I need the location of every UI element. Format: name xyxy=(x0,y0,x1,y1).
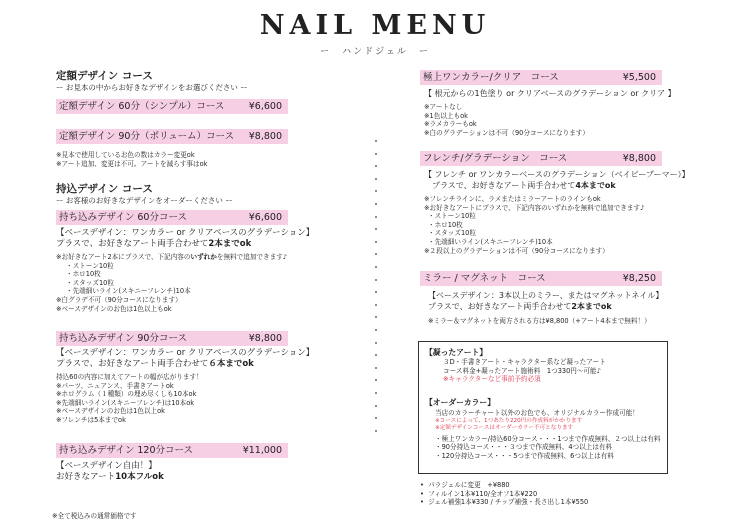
desc-line xyxy=(56,472,164,483)
art-title: 【凝ったアート】 xyxy=(425,348,488,357)
desc-text: プラスで、お好きなアート両手合わせて xyxy=(56,239,209,249)
divider-dot xyxy=(375,203,377,205)
course-price: ¥6,600 xyxy=(248,212,282,223)
desc-line: 【ベースデザイン：ワンカラー or クリアベースのグラデーション】 xyxy=(56,348,315,358)
fixed-notes xyxy=(56,151,207,168)
note-line: ※ベースデザインのお色は1色以上もok xyxy=(56,304,172,313)
desc-line xyxy=(56,239,314,250)
note-line: ・ホロ10枚 xyxy=(66,270,101,279)
one-color-notes xyxy=(424,103,589,137)
divider-dot xyxy=(375,279,377,281)
note-line: ・先端細いライン(スキニーフレンチ)10本 xyxy=(66,287,191,296)
divider-dot xyxy=(375,190,377,192)
note-line xyxy=(56,253,287,262)
divider-dot xyxy=(375,392,377,394)
note-text: を無料で追加できます♪ xyxy=(216,253,288,261)
desc-line: 【ベースデザイン自由！】 xyxy=(56,461,157,471)
note-line: ※アートなし xyxy=(424,103,463,111)
bring-60-desc xyxy=(56,228,314,250)
note-bold: いずれか xyxy=(190,253,217,261)
divider-dot xyxy=(375,241,377,243)
bring-120-desc xyxy=(56,461,164,483)
desc-bold: 2本までok xyxy=(208,239,252,249)
divider-dot xyxy=(375,153,377,155)
note-line: ※白のグラデーションは不可（90分コースになります） xyxy=(424,128,589,137)
divider-dot xyxy=(375,342,377,344)
note-line: ・ストーン10粒 xyxy=(428,212,476,221)
note-line: ※ラメカラーもok xyxy=(424,120,477,129)
desc-bold: ６本までok xyxy=(208,359,254,369)
course-price: ¥11,000 xyxy=(242,445,282,456)
course-label: 定額デザイン 60分（シンプル）コース xyxy=(59,101,225,112)
note-line: ※パーツ、ニュアンス、手書きアートok xyxy=(56,381,174,390)
note-line: ※白グラデ不可（90分コースになります） xyxy=(56,295,182,304)
note-line: ・先端細いライン(スキニーフレンチ)10本 xyxy=(428,237,553,246)
extra-text: パラジェルに変更 +¥880 xyxy=(428,481,510,489)
note-line: ※先端細いライン(スキニーフレンチ)は10本ok xyxy=(56,398,195,407)
order-item: ・極上ワンカラー/持込60分コース・・・1つまで作成無料、２つ以上は有料 xyxy=(435,434,661,443)
order-line: 当店のカラーチャート以外のお色でも、オリジナルカラー作成可能！ xyxy=(435,409,639,417)
bring-course-note: ー お客様のお好きなデザインをオーダーください ー xyxy=(56,196,233,205)
course-label: 持ち込みデザイン 60分コース xyxy=(59,212,187,223)
extra-text: フィルイン1本¥110/全オフ1本¥220 xyxy=(428,489,538,498)
art-lines xyxy=(443,358,606,384)
desc-line xyxy=(428,301,663,312)
order-warning: ※コースによって、1つあたり220円の作成料がかかります xyxy=(435,417,583,424)
desc-bold: 10本フルok xyxy=(115,472,164,482)
note-line: ※ホログラム（１種類）の埋め尽くしも10本ok xyxy=(56,390,197,399)
desc-bold: 2本までok xyxy=(571,302,612,311)
desc-text: お好きなアート xyxy=(56,472,116,482)
course-label: 持ち込みデザイン 90分コース xyxy=(59,333,187,344)
note-line: ※アート追加、変更は不可。アートを減らす事はok xyxy=(56,159,208,168)
note-line: ※ベースデザインのお色は1色以上ok xyxy=(56,407,165,416)
divider-dot xyxy=(375,216,377,218)
course-label: フレンチ/グラデーション コース xyxy=(423,153,568,164)
divider-dot xyxy=(375,316,377,318)
course-label: 極上ワンカラー/クリア コース xyxy=(423,72,559,83)
bring-course-heading: 持込デザイン コース xyxy=(56,183,153,195)
mirror-note: ※ミラー＆マグネットを両方される方は¥8,800（+アート4本まで無料！） xyxy=(428,317,651,325)
bring-60-notes xyxy=(56,253,287,313)
fixed-90-course xyxy=(56,129,288,144)
course-price: ¥6,600 xyxy=(248,101,282,112)
divider-dot xyxy=(375,367,377,369)
note-line: ・スタッズ10粒 xyxy=(428,229,476,238)
note-line: ・ストーン10粒 xyxy=(66,261,114,270)
divider-dot xyxy=(375,417,377,419)
bring-90-desc xyxy=(56,348,314,370)
course-price: ¥8,800 xyxy=(622,153,656,164)
note-line: ※見本で使用しているお色の数はカラー変更ok xyxy=(56,151,195,159)
page-subtitle: ー ハンドジェル ー xyxy=(320,47,430,57)
divider-dot xyxy=(375,140,377,142)
divider-dot xyxy=(375,354,377,356)
extra-item: • ジェル補強1本¥330 / チップ補強・長さ出し1本¥550 xyxy=(420,498,589,507)
extra-item: • フィルイン1本¥110/全オフ1本¥220 xyxy=(420,489,538,498)
note-line: ・ホロ10枚 xyxy=(428,220,463,229)
desc-line xyxy=(56,359,314,370)
divider-dot xyxy=(375,165,377,167)
note-line: ・スタッズ10粒 xyxy=(66,278,114,287)
divider-dot xyxy=(375,291,377,293)
one-color-desc: 【 根元からの1色塗り or クリアベースのグラデーション or クリア 】 xyxy=(424,89,676,98)
desc-line: 【ベースデザイン：3本以上のミラー、またはマグネットネイル】 xyxy=(428,291,664,300)
bring-90-notes xyxy=(56,373,203,425)
divider-dot xyxy=(375,253,377,255)
course-price: ¥5,500 xyxy=(622,72,656,83)
desc-line: 【 フレンチ or ワンカラーベースのグラデーション（ベイビーブーマー）】 xyxy=(424,170,690,179)
course-label: 持ち込みデザイン 120分コース xyxy=(59,445,194,456)
price-footnote: ※全て税込みの通常価格です xyxy=(52,512,137,520)
divider-dot xyxy=(375,266,377,268)
note-text: ※お好きなアート2本にプラスで、下記内容の xyxy=(56,253,191,261)
note-line: ※フレンチラインに、ラメまたはミラーアートのラインもok xyxy=(424,195,601,203)
info-box xyxy=(418,341,668,474)
art-line: コース料金+凝ったアート施術料 1つ330円～可能♪ xyxy=(443,366,601,375)
fixed-course-heading: 定額デザイン コース xyxy=(56,70,153,82)
french-notes xyxy=(424,195,644,255)
desc-text: プラスで、お好きなアート両手合わせて xyxy=(56,359,209,369)
divider-dot xyxy=(375,178,377,180)
divider-dot xyxy=(375,405,377,407)
art-line: ３D・手書きアート・キャラクター系など凝ったアート xyxy=(443,358,606,366)
divider-dot xyxy=(375,304,377,306)
mirror-course xyxy=(420,271,662,286)
art-warning: ※キャラクターなど事前予約必須 xyxy=(443,375,541,384)
divider-dot xyxy=(375,379,377,381)
desc-text: プラスで、お好きなアート両手合わせて xyxy=(432,181,576,190)
order-warning: ※定額デザインコースはオーダーカラー不可となります xyxy=(435,424,574,431)
french-desc xyxy=(424,169,690,191)
desc-text: プラスで、お好きなアート両手合わせて xyxy=(428,302,572,311)
desc-bold: 4本までok xyxy=(575,181,616,190)
one-color-course xyxy=(420,70,662,85)
course-price: ¥8,800 xyxy=(248,333,282,344)
order-item: ・120分持込コース・・・5つまで作成無料、6つ以上は有料 xyxy=(435,451,614,460)
fixed-course-note: ー お見本の中からお好きなデザインをお選びください ー xyxy=(56,83,248,92)
note-line: ※フレンチは5本までok xyxy=(56,415,126,424)
french-course xyxy=(420,151,662,166)
mirror-desc xyxy=(428,290,663,312)
note-line: ※1色以上もok xyxy=(424,111,468,120)
divider-dot xyxy=(375,329,377,331)
order-title: 【オーダーカラー】 xyxy=(425,398,496,407)
page-title: NAIL MENU xyxy=(259,10,491,41)
note-line: ※お好きなアートにプラスで、下記内容のいずれかを無料で追加できます♪ xyxy=(424,203,645,212)
bring-90-course xyxy=(56,331,288,346)
order-desc xyxy=(435,409,660,460)
divider-dot xyxy=(375,430,377,432)
course-label: 定額デザイン 90分（ボリューム）コース xyxy=(59,131,235,142)
bring-60-course xyxy=(56,210,288,225)
divider-dot xyxy=(375,228,377,230)
order-item: ・90分持込コース・・・３つまで作成無料、4つ以上は有料 xyxy=(435,443,613,452)
fixed-60-course xyxy=(56,99,288,114)
extras-list xyxy=(420,481,588,507)
course-price: ¥8,800 xyxy=(248,131,282,142)
course-price: ¥8,250 xyxy=(622,273,656,284)
desc-line xyxy=(424,180,690,191)
desc-line: 【ベースデザイン：ワンカラー or クリアベースのグラデーション】 xyxy=(56,228,315,238)
bring-120-course xyxy=(56,443,288,458)
extra-item: • パラジェルに変更 +¥880 xyxy=(420,481,510,489)
extra-text: ジェル補強1本¥330 / チップ補強・長さ出し1本¥550 xyxy=(428,498,589,507)
note-line: ※２段以上のグラデーションは不可（90分コースになります） xyxy=(424,246,609,255)
note-line: 持込60の内容に加えてアートの幅が広がります！ xyxy=(56,373,203,381)
course-label: ミラー / マグネット コース xyxy=(423,273,546,284)
